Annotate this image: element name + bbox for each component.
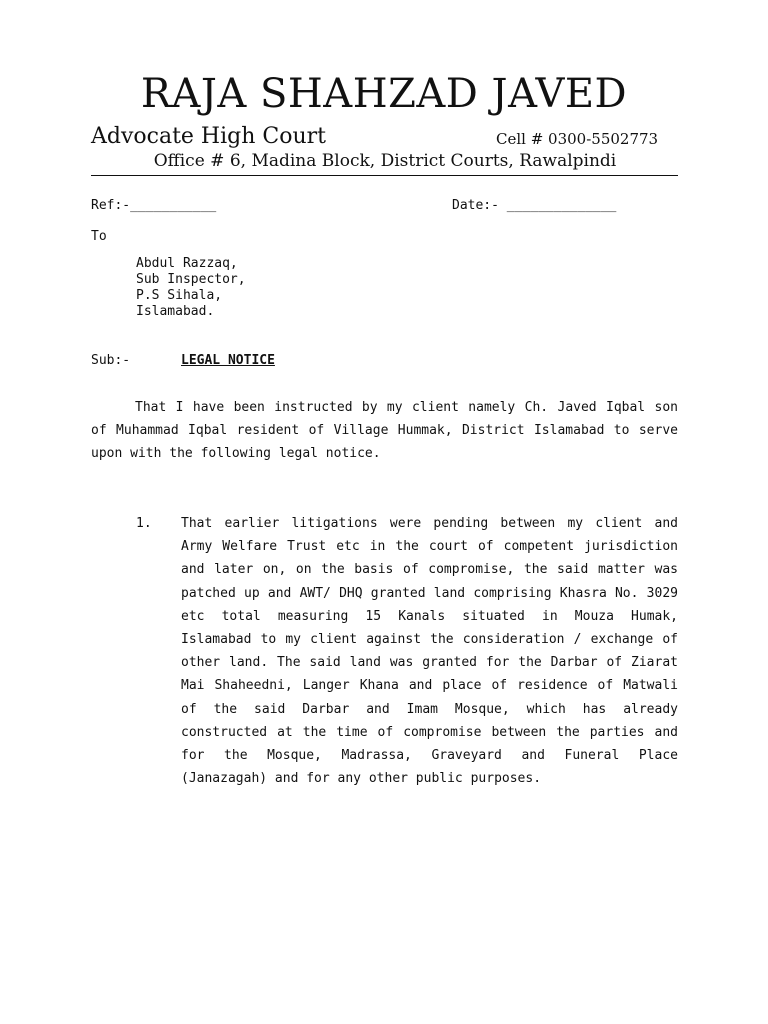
letterhead-divider xyxy=(91,175,678,176)
ref-label: Ref:- xyxy=(91,198,131,213)
ref-line xyxy=(91,194,216,217)
item-number: 1. xyxy=(136,516,152,531)
intro-paragraph: That I have been instructed by my client namely Ch. Javed Iqbal son of Muhammad Iqbal resident of Village Hummak, District Islamabad to serve upon with the following legal notice. xyxy=(91,400,678,462)
date-blank: ______________ xyxy=(506,198,617,213)
item-text: That earlier litigations were pending between my client and Army Welfare Trust etc in the court of competent jurisdiction and later on, on the basis of compromise, the said matter was patched up and AWT/ DHQ granted land comprising Khasra No. 3029 etc total measuring 15 Kanals situated in Mouza Humak, Islamabad to my client against the consideration / exchange of other land. The said land was granted for the Darbar of Ziarat Mai Shaheedni, Langer Khana and place of residence of Matwali of the said Darbar and Imam Mosque, which has already constructed at the time of compromise between the parties and for the Mosque, Madrassa, Graveyard and Funeral Place (Janazagah) and for any other public purposes. xyxy=(181,516,678,787)
subject-label: Sub:- xyxy=(91,353,131,368)
recipient-city: Islamabad. xyxy=(136,304,215,319)
recipient-designation: Sub Inspector, xyxy=(136,272,246,287)
subject-title: LEGAL NOTICE xyxy=(181,353,275,368)
office-address: Office # 6, Madina Block, District Courts, Rawalpindi xyxy=(153,151,617,171)
recipient-name: Abdul Razzaq, xyxy=(136,256,238,271)
date-label: Date:- xyxy=(452,198,499,213)
recipient-station: P.S Sihala, xyxy=(136,288,223,303)
advocate-name: RAJA SHAHZAD JAVED xyxy=(140,71,628,117)
date-line xyxy=(452,194,616,217)
ref-blank: ___________ xyxy=(130,198,217,213)
cell-number: Cell # 0300-5502773 xyxy=(496,130,659,148)
to-label: To xyxy=(91,229,107,244)
recipient-block xyxy=(136,256,246,320)
advocate-title: Advocate High Court xyxy=(91,124,327,149)
